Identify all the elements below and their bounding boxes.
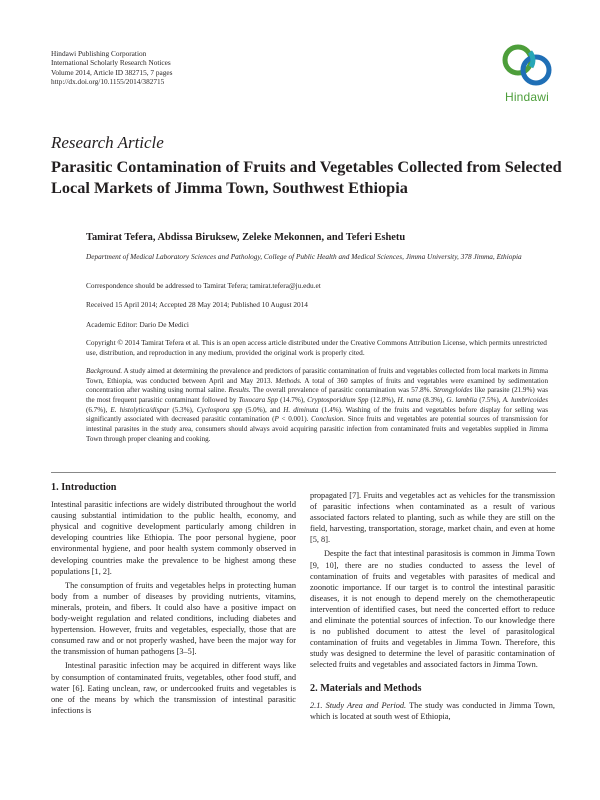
abstract-conclusion-text: Since fruits and vegetables are potential sources of transmission for intestinal parasites in the study area, consumers should always avoid acquiring parasitic infection from contaminated fruits and vegetables supplied in Jimma Town through proper cleaning and cooking.: [86, 415, 549, 443]
species-name: E. histolytica/dispar: [110, 405, 170, 414]
abstract-results-text: (6.7%),: [86, 405, 111, 414]
section-divider: [51, 472, 556, 473]
methods-paragraph-1: [310, 700, 555, 722]
abstract-methods-text: A total of 360 samples of fruits and vegetables were examined by sedimentation concentration after washing using normal saline.: [86, 376, 548, 395]
species-name: A. lumbricoides: [502, 395, 548, 404]
species-name: H. nana: [397, 395, 421, 404]
hindawi-logo: [494, 42, 560, 106]
hindawi-logo-rings-icon: [494, 42, 560, 90]
abstract-results-text: like parasite (21.9%) was the most frequent parasitic contaminant followed by: [86, 386, 549, 404]
abstract-methods-label: Methods.: [275, 376, 302, 385]
hindawi-logo-text: Hindawi: [504, 90, 550, 104]
introduction-heading: 1. Introduction: [51, 482, 117, 493]
species-name: H. diminuta: [283, 405, 319, 414]
species-name: Strongyloides: [433, 386, 473, 395]
intro-paragraph-3-continued: propagated [7]. Fruits and vegetables act as vehicles for the transmission of parasitic infections when contaminated as a result of various associated factors related to planting, such as while they are still on the field, harvesting, transportation, storage, market chain, and even at home [5, 8].: [310, 491, 555, 545]
affiliation: Department of Medical Laboratory Sciences and Pathology, College of Public Health and Medical Sciences, Jimma University, 378 Jimma, Ethiopia: [86, 252, 522, 261]
abstract-conclusion-label: Conclusion.: [311, 415, 346, 424]
species-name: Toxocara Spp: [238, 395, 278, 404]
copyright-notice: Copyright © 2014 Tamirat Tefera et al. This is an open access article distributed under the Creative Commons Attribution License, which permits unrestricted use, distribution, and reproduction in any medium, provided the original work is properly cited.: [86, 338, 547, 357]
publisher-name: Hindawi Publishing Corporation: [51, 49, 147, 58]
left-column: [51, 482, 296, 716]
academic-editor: Academic Editor: Dario De Medici: [86, 320, 189, 329]
abstract-results-label: Results.: [228, 386, 251, 395]
journal-info: [51, 49, 172, 87]
intro-paragraph-4: Despite the fact that intestinal parasitosis is common in Jimma Town [9, 10], there are no studies conducted to assess the level of contamination of fruits and vegetables with parasites of medical and zoonotic importance. If our target is to control the intestinal parasitic diseases, it is not enough to depend merely on the chemotherapeutic intervention of identified cases, but need the concerted effort to reduce and eliminate the potential sources of infection. To our knowledge there is no published document to attest the level of parasitological contamination of fruits and vegetables in Jimma Town. Therefore, this study was designed to determine the level of parasitic contamination of selected fruits and vegetables and associated factors in Jimma Town.: [310, 549, 555, 670]
author-list: Tamirat Tefera, Abdissa Biruksew, Zeleke Mekonnen, and Teferi Eshetu: [86, 232, 406, 243]
abstract-results-text: (5.0%), and: [242, 405, 284, 414]
abstract-results-text: The overall prevalence of parasitic contamination was 57.8%.: [250, 386, 434, 395]
journal-name: International Scholarly Research Notices: [51, 58, 171, 68]
abstract-results-text: (1.4%). Washing of the fruits and vegetables before display for selling was significantly associated with decreased parasitic contamination (: [86, 405, 548, 424]
article-title: Parasitic Contamination of Fruits and Vegetables Collected from Selected Local Markets of Jimma Town, Southwest Ethiopia: [51, 157, 562, 197]
abstract-results-text: (7.5%),: [477, 395, 503, 404]
correspondence: Correspondence should be addressed to Tamirat Tefera; tamirat.tefera@ju.edu.et: [86, 281, 321, 290]
abstract-results-text: < 0.001).: [278, 415, 312, 424]
abstract-results-text: (14.7%),: [277, 395, 308, 404]
intro-paragraph-1: Intestinal parasitic infections are widely distributed throughout the world causing substantial intimidation to the public health, economy, and physical and cognitive development particularly among children in developing countries like Ethiopia. The poor personal hygiene, poor environmental hygiene, and poor health system commonly observed in developing countries make the prevalence to be highest among these populations [1, 2].: [51, 500, 296, 576]
abstract: [86, 367, 548, 444]
p-value-symbol: P: [274, 415, 279, 424]
intro-paragraph-2: The consumption of fruits and vegetables helps in protecting human body from a number of diseases by providing nutrients, vitamins, minerals, protein, and fibers. It could also have a positive impact on body-weight regulation and related conditions, including diabetes and hypertension. However, fruits and vegetables, especially, those that are consumed raw and or not properly washed, have been the major way for the transmission of human pathogens [3–5].: [51, 580, 296, 657]
methods-heading: 2. Materials and Methods: [310, 682, 422, 694]
study-area-subheading: 2.1. Study Area and Period.: [310, 700, 407, 710]
doi-link[interactable]: http://dx.doi.org/10.1155/2014/382715: [51, 77, 165, 87]
intro-paragraph-3: Intestinal parasitic infection may be acquired in different ways like by consumption of contaminated fruits, vegetables, other food stuff, and water [6]. Eating unclean, raw, or undercooked fruits and vegetables is one of the means by which the transmission of intestinal parasitic infections is: [51, 661, 296, 715]
publication-dates: Received 15 April 2014; Accepted 28 May 2014; Published 10 August 2014: [86, 300, 308, 309]
abstract-results-text: (8.3%),: [420, 395, 447, 404]
volume-info: Volume 2014, Article ID 382715, 7 pages: [51, 67, 173, 77]
abstract-results-text: (12.8%),: [368, 395, 398, 404]
abstract-background-label: Background.: [86, 367, 123, 375]
species-name: G. lamblia: [446, 395, 478, 404]
species-name: Cyclospora spp: [196, 405, 243, 414]
abstract-results-text: (5.3%),: [169, 405, 197, 414]
right-column: [310, 490, 555, 722]
abstract-background-text: A study aimed at determining the prevalence and predictors of parasitic contamination of fruits and vegetables collected from local markets in Jimma Town, Ethiopia, was conducted between April and May 2013.: [86, 367, 548, 385]
species-name: Cryptosporidium Spp: [307, 395, 369, 404]
article-type: Research Article: [51, 133, 164, 152]
methods-paragraph-1-text: The study was conducted in Jimma Town, which is located at south west of Ethiopia,: [310, 700, 555, 721]
